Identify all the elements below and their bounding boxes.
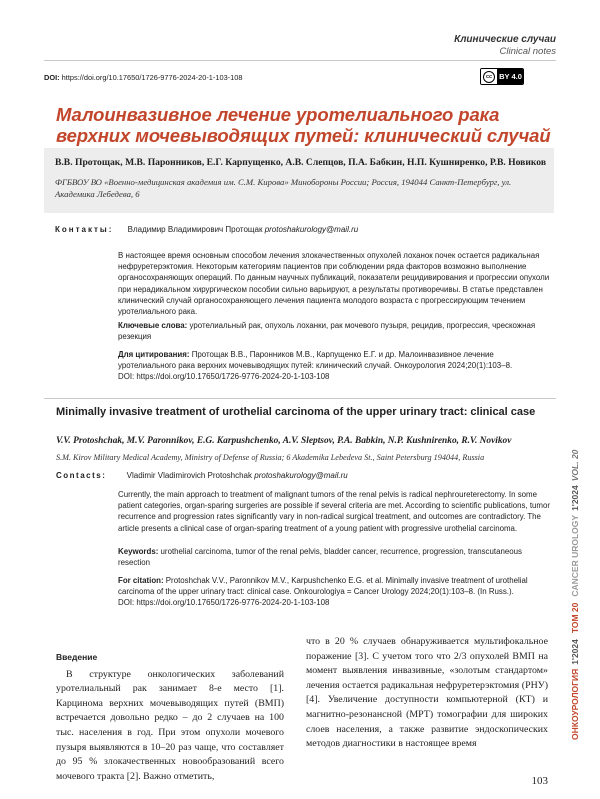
side-volume-en: VOL. 20 (570, 449, 580, 482)
side-issue-en: 1'2024 (570, 485, 580, 511)
contacts-name-en: Vladimir Vladimirovich Protoshchak (126, 471, 253, 480)
keywords-text-ru: уротелиальный рак, опухоль лоханки, рак мочевого пузыря, рецидив, прогрессия, чрескожная резекция (118, 321, 536, 342)
cc-text: cc (483, 71, 495, 83)
citation-label-en: For citation: (118, 576, 164, 585)
contacts-label-ru: Контакты: (55, 225, 114, 234)
side-issue: 1'2024 (570, 639, 580, 665)
authors-ru: В.В. Протощак, М.В. Паронников, Е.Г. Карпущенко, А.В. Слепцов, П.А. Бабкин, Н.П. Кушниренко, Р.В. Новиков (55, 157, 547, 168)
header-divider (44, 60, 556, 61)
section-title-ru: Клинические случаи (454, 34, 556, 45)
side-journal-en: CANCER UROLOGY (570, 514, 580, 597)
citation-text-en: Protoshchak V.V., Paronnikov M.V., Karpushchenko E.G. et al. Minimally invasive treatment of urothelial carcinoma of the upper urinary tract: clinical case. Onkourologiya = Cancer Urology 2024;20(1):103–8. (In Russ.). (118, 576, 528, 597)
license-label: BY 4.0 (498, 69, 523, 84)
citation-text-ru: Протощак В.В., Паронников М.В., Карпущенко Е.Г. и др. Малоинвазивное лечение уротелиального рака верхних мочевыводящих путей: клинический случай. Онкоурология 2024;20(1):103–8. (118, 350, 513, 371)
journal-section-header (454, 34, 556, 57)
abstract-en: Currently, the main approach to treatment of malignant tumors of the renal pelvis is radical nephroureterectomy. In some patient categories, organ-sparing surgeries are possible if several criteria are met. According to scientific publications, tumor recurrence and progression rates significantly vary in non-radical surgical treatment, and outcomes are contradictory. The article presents a clinical case of organ-sparing treatment of a young patient with progressive urothelial carcinoma. (118, 490, 551, 533)
article-title-en: Minimally invasive treatment of urothelial carcinoma of the upper urinary tract: clinical case (56, 406, 536, 418)
journal-side-band (568, 420, 582, 740)
keywords-label-ru: Ключевые слова: (118, 321, 188, 330)
contacts-name-ru: Владимир Владимирович Протощак (127, 225, 263, 234)
side-volume-ru: ТОМ 20 (570, 602, 580, 634)
doi-label: DOI: (44, 73, 60, 82)
contacts-email-ru[interactable]: protoshakurology@mail.ru (264, 225, 359, 234)
contacts-email-en[interactable]: protoshakurology@mail.ru (254, 471, 348, 480)
contacts-ru (55, 225, 358, 234)
body-paragraph-left: В структуре онкологических заболеваний уротелиальный рак занимает 8-е место [1]. Карцинома верхних мочевыводящих путей (ВМП) встречается довольно редко – до 2 случаев на 100 тыс. населения в год. При этом опухоли мочевого пузыря выявляются в 10–20 раз чаще, что составляет до 95 % злокачественных новообразований всего мочевого тракта [2]. Важно отметить, (56, 668, 284, 782)
citation-doi-ru[interactable]: DOI: https://doi.org/10.17650/1726-9776-2024-20-1-103-108 (118, 372, 330, 382)
keywords-text-en: urothelial carcinoma, tumor of the renal pelvis, bladder cancer, recurrence, progression, transcutaneous resection (118, 547, 522, 568)
keywords-en (118, 546, 550, 568)
affiliation-en: S.M. Kirov Military Medical Academy, Ministry of Defense of Russia; 6 Akademika Lebedeva St., Saint Petersburg 194044, Russia (56, 453, 485, 462)
side-band-text (568, 420, 582, 740)
keywords-label-en: Keywords: (118, 547, 159, 556)
doi-line (44, 73, 242, 82)
keywords-ru (118, 320, 554, 342)
citation-en (118, 575, 550, 609)
citation-doi-en[interactable]: DOI: https://doi.org/10.17650/1726-9776-2024-20-1-103-108 (118, 598, 330, 608)
section-title-en: Clinical notes (499, 46, 556, 57)
doi-link[interactable]: https://doi.org/10.17650/1726-9776-2024-20-1-103-108 (61, 73, 243, 82)
section-heading-intro: Введение (56, 652, 98, 662)
affiliation-ru: ФГБВОУ ВО «Военно-медицинская академия им. С.М. Кирова» Минобороны России; Россия, 194044 Санкт-Петербург, ул. Академика Лебедева, 6 (55, 177, 512, 199)
citation-ru (118, 349, 554, 383)
contacts-label-en: Contacts: (56, 471, 107, 480)
citation-label-ru: Для цитирования: (118, 350, 190, 359)
section-divider (44, 398, 556, 399)
body-paragraph-right: что в 20 % случаев обнаруживается мультифокальное поражение [3]. С учетом того что 2/3 опухолей ВМП на момент выявления инвазивные, «золотым стандартом» лечения остается радикальная нефруретерэктомия (РНУ) [4]. Увеличение доступности компьютерной (КТ) и магнитно-резонансной (МРТ) томографии для широких слоев населения, а также развитие эндоскопических методов диагностики в настоящее время (306, 636, 548, 750)
authors-en: V.V. Protoshchak, M.V. Paronnikov, E.G. Karpushchenko, A.V. Sleptsov, P.A. Babkin, N.P. Kushnirenko, R.V. Novikov (56, 436, 512, 446)
side-journal-ru: ОНКОУРОЛОГИЯ (570, 668, 580, 740)
body-column-right (306, 635, 548, 752)
article-title-ru: Малоинвазивное лечение уротелиального рака верхних мочевыводящих путей: клинический случай (56, 104, 551, 146)
cc-license-badge[interactable] (480, 68, 524, 85)
cc-icon (481, 69, 498, 84)
page-number: 103 (531, 775, 548, 787)
contacts-en (56, 471, 348, 480)
abstract-ru: В настоящее время основным способом лечения злокачественных опухолей лоханок почек остается радикальная нефруретерэктомия. Некоторым категориям пациентов при соблюдении ряда факторов возможно выполнение органосохраняющих операций. По данным научных публикаций, показатели рецидивирования и прогрессии опухоли при нерадикальном хирургическом пособии сильно варьируют, а результаты противоречивы. В статье представлен клинический случай органосохраняющего лечения пациента молодого возраста с прогрессирующим течением уротелиального рака. (118, 251, 550, 317)
body-column-left (56, 650, 284, 784)
